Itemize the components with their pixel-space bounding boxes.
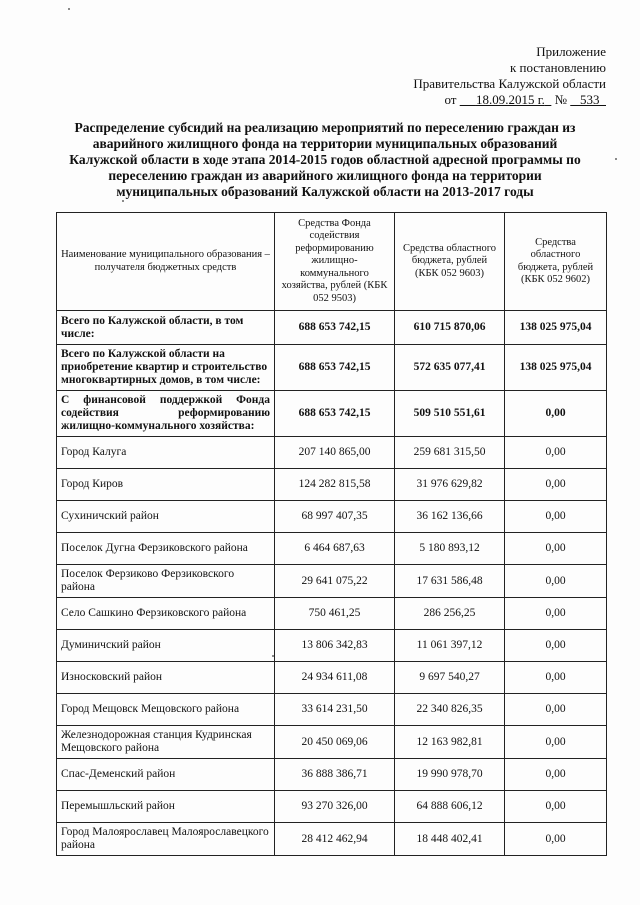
row-name: Город Калуга [57,437,275,469]
row-fund-value: 13 806 342,83 [275,630,395,662]
row-name: Сухиничский район [57,501,275,533]
summary-row [57,345,607,391]
appendix-line3: Правительства Калужской области [413,76,606,91]
row-budget-9603-value: 9 697 540,27 [395,662,505,694]
table-row [57,533,607,565]
row-name: Железнодорожная станция Кудринская Мещовского района [57,726,275,759]
date-text: 18.09.2015 г. [475,92,545,107]
row-budget-9603-value: 36 162 136,66 [395,501,505,533]
row-budget-9602-value: 138 025 975,04 [505,311,607,345]
table-row [57,501,607,533]
date-value [460,92,552,107]
summary-row [57,391,607,437]
table-header-row [57,213,607,311]
row-fund-value: 93 270 326,00 [275,791,395,823]
summary-row [57,311,607,345]
appendix-line1: Приложение [536,44,606,59]
row-name: Поселок Ферзиково Ферзиковского района [57,565,275,598]
row-fund-value: 68 997 407,35 [275,501,395,533]
row-budget-9602-value: 0,00 [505,533,607,565]
appendix-line2: к постановлению [509,60,606,75]
header-budget-9602: Средства областного бюджета, рублей (КБК 052 9602) [505,213,607,311]
row-fund-value: 29 641 075,22 [275,565,395,598]
row-fund-value: 750 461,25 [275,598,395,630]
row-fund-value: 688 653 742,15 [275,311,395,345]
table-row [57,469,607,501]
scan-speck [68,8,70,10]
row-budget-9602-value: 0,00 [505,694,607,726]
row-fund-value: 24 934 611,08 [275,662,395,694]
subsidy-table [56,212,607,856]
table-body [57,311,607,856]
table-row [57,759,607,791]
row-name: Думиничский район [57,630,275,662]
row-budget-9602-value: 0,00 [505,391,607,437]
row-name: Спас-Деменский район [57,759,275,791]
row-budget-9603-value: 5 180 893,12 [395,533,505,565]
row-budget-9602-value: 0,00 [505,469,607,501]
row-name: Город Малоярославец Малоярославецкого района [57,823,275,856]
row-budget-9603-value: 31 976 629,82 [395,469,505,501]
number-prefix: № [554,92,567,107]
row-budget-9602-value: 0,00 [505,598,607,630]
row-name: Перемышльский район [57,791,275,823]
table-row [57,791,607,823]
row-budget-9603-value: 286 256,25 [395,598,505,630]
row-fund-value: 688 653 742,15 [275,391,395,437]
table-row [57,694,607,726]
row-budget-9603-value: 17 631 586,48 [395,565,505,598]
row-budget-9602-value: 0,00 [505,662,607,694]
row-budget-9602-value: 0,00 [505,726,607,759]
row-name: Всего по Калужской области на приобретение квартир и строительство многоквартирных домов, в том числе: [57,345,275,391]
row-name: Всего по Калужской области, в том числе: [57,311,275,345]
row-budget-9602-value: 0,00 [505,437,607,469]
row-fund-value: 33 614 231,50 [275,694,395,726]
row-name: Село Сашкино Ферзиковского района [57,598,275,630]
appendix-header [413,44,606,108]
row-budget-9603-value: 64 888 606,12 [395,791,505,823]
appendix-dateline [413,92,606,108]
row-budget-9603-value: 12 163 982,81 [395,726,505,759]
row-fund-value: 36 888 386,71 [275,759,395,791]
row-budget-9602-value: 0,00 [505,565,607,598]
table-row [57,437,607,469]
row-budget-9602-value: 0,00 [505,501,607,533]
table-row [57,598,607,630]
row-name: Износковский район [57,662,275,694]
row-name: Город Мещовск Мещовского района [57,694,275,726]
header-budget-9603: Средства областного бюджета, рублей (КБК 052 9603) [395,213,505,311]
document-title: Распределение субсидий на реализацию мероприятий по переселению граждан из аварийного жилищного фонда на территории муниципальных образований Калужской области в ходе этапа 2014-2015 годов областной адресной программы по переселению граждан из аварийного жилищного фонда на территории муниципальных образований Калужской области на 2013-2017 годы [69,120,581,199]
table-row [57,565,607,598]
row-budget-9603-value: 509 510 551,61 [395,391,505,437]
row-budget-9603-value: 572 635 077,41 [395,345,505,391]
scan-speck [615,158,617,160]
table-row [57,630,607,662]
date-prefix: от [444,92,457,107]
row-name: Город Киров [57,469,275,501]
row-fund-value: 20 450 069,06 [275,726,395,759]
row-budget-9602-value: 0,00 [505,791,607,823]
number-value [570,92,606,107]
row-budget-9602-value: 138 025 975,04 [505,345,607,391]
row-budget-9603-value: 22 340 826,35 [395,694,505,726]
header-fund: Средства Фонда содействия реформированию жилищно-коммунального хозяйства, рублей (КБК 052 9503) [275,213,395,311]
scan-speck [122,200,124,202]
row-fund-value: 124 282 815,58 [275,469,395,501]
row-budget-9603-value: 11 061 397,12 [395,630,505,662]
header-name: Наименование муниципального образования – получателя бюджетных средств [57,213,275,311]
row-budget-9602-value: 0,00 [505,759,607,791]
row-name: С финансовой поддержкой Фонда содействия реформированию жилищно-коммунального хозяйства: [57,391,275,437]
row-budget-9603-value: 18 448 402,41 [395,823,505,856]
number-text: 533 [580,92,600,107]
table-row [57,726,607,759]
row-fund-value: 28 412 462,94 [275,823,395,856]
scan-speck [272,655,274,657]
row-name: Поселок Дугна Ферзиковского района [57,533,275,565]
row-budget-9602-value: 0,00 [505,823,607,856]
row-fund-value: 688 653 742,15 [275,345,395,391]
table-row [57,823,607,856]
table-row [57,662,607,694]
row-budget-9603-value: 19 990 978,70 [395,759,505,791]
row-budget-9603-value: 259 681 315,50 [395,437,505,469]
row-fund-value: 6 464 687,63 [275,533,395,565]
row-budget-9602-value: 0,00 [505,630,607,662]
row-fund-value: 207 140 865,00 [275,437,395,469]
row-budget-9603-value: 610 715 870,06 [395,311,505,345]
